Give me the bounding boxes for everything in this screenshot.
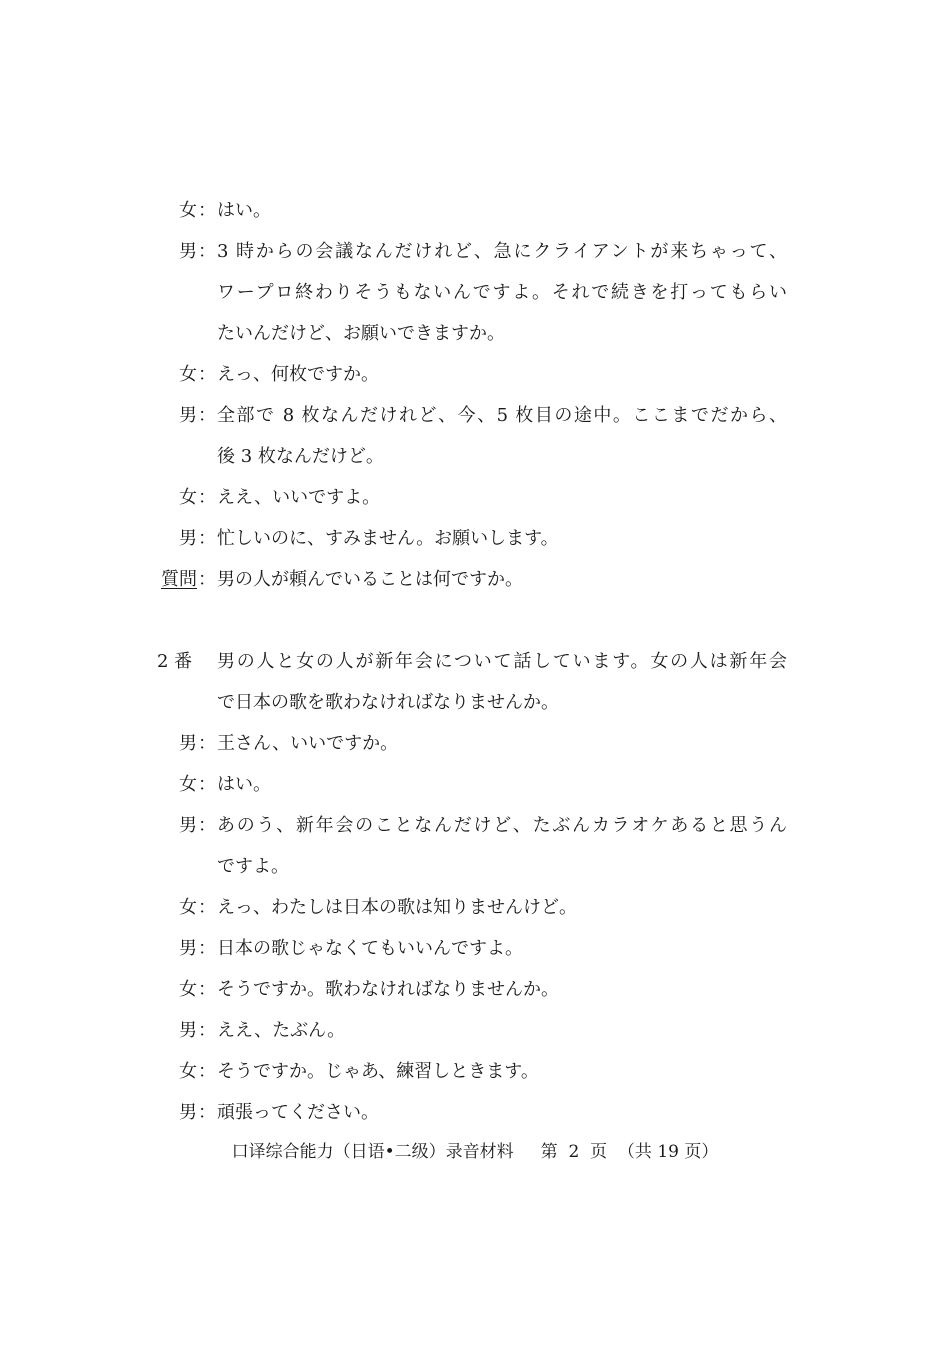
dialogue-line xyxy=(0,559,950,600)
speaker-colon: ： xyxy=(198,528,216,549)
dialogue-line xyxy=(0,190,950,231)
dialogue-continuation xyxy=(0,313,950,354)
dialogue-line xyxy=(0,518,950,559)
dialogue-text: ですよ。 xyxy=(217,856,289,877)
dialogue-text: 男の人が頼んでいることは何ですか。 xyxy=(217,569,523,590)
dialogue-text: えっ、何枚ですか。 xyxy=(217,364,379,385)
question-number: 2 番 xyxy=(157,651,193,672)
speaker-colon: ： xyxy=(198,815,216,836)
transcript-body xyxy=(0,190,950,1133)
dialogue-line xyxy=(0,395,950,436)
speaker-colon: ： xyxy=(198,938,216,959)
question-header xyxy=(0,641,950,682)
speaker-label: 男 xyxy=(179,405,197,426)
dialogue-text: 全部で 8 枚なんだけれど、今、5 枚目の途中。ここまでだから、 xyxy=(217,405,787,426)
speaker-colon: ： xyxy=(198,569,216,590)
dialogue-text: そうですか。じゃあ、練習しときます。 xyxy=(217,1061,539,1082)
dialogue-line xyxy=(0,928,950,969)
dialogue-continuation xyxy=(0,272,950,313)
dialogue-text: はい。 xyxy=(217,774,271,795)
page-footer: 口译综合能力（日语•二级）录音材料 第 2 页 （共 19 页） xyxy=(231,1142,719,1162)
speaker-label: 女 xyxy=(179,979,197,1000)
dialogue-text: たいんだけど、お願いできますか。 xyxy=(217,323,505,344)
speaker-colon: ： xyxy=(198,364,216,385)
dialogue-line xyxy=(0,1051,950,1092)
speaker-colon: ： xyxy=(198,200,216,221)
dialogue-line xyxy=(0,887,950,928)
speaker-label: 男 xyxy=(179,815,197,836)
dialogue-text: ええ、たぶん。 xyxy=(217,1020,346,1041)
dialogue-text: 王さん、いいですか。 xyxy=(217,733,399,754)
dialogue-line xyxy=(0,723,950,764)
speaker-label: 女 xyxy=(179,487,197,508)
speaker-label: 女 xyxy=(179,200,197,221)
dialogue-text: ワープロ終わりそうもないんですよ。それで続きを打ってもらい xyxy=(217,282,787,303)
dialogue-line xyxy=(0,1092,950,1133)
speaker-colon: ： xyxy=(198,897,216,918)
dialogue-text: ええ、いいですよ。 xyxy=(217,487,381,508)
dialogue-line xyxy=(0,764,950,805)
speaker-label: 女 xyxy=(179,364,197,385)
speaker-colon: ： xyxy=(198,487,216,508)
speaker-label: 男 xyxy=(179,528,197,549)
speaker-label: 女 xyxy=(179,1061,197,1082)
dialogue-line xyxy=(0,477,950,518)
speaker-label: 男 xyxy=(179,733,197,754)
speaker-label: 男 xyxy=(179,241,197,262)
dialogue-line xyxy=(0,231,950,272)
speaker-colon: ： xyxy=(198,979,216,1000)
dialogue-text: あのう、新年会のことなんだけど、たぶんカラオケあると思うん xyxy=(217,815,787,836)
dialogue-text: はい。 xyxy=(217,200,271,221)
speaker-label: 女 xyxy=(179,774,197,795)
dialogue-text: えっ、わたしは日本の歌は知りませんけど。 xyxy=(217,897,577,918)
speaker-label: 女 xyxy=(179,897,197,918)
speaker-colon: ： xyxy=(198,1102,216,1123)
dialogue-line xyxy=(0,354,950,395)
speaker-colon: ： xyxy=(198,733,216,754)
dialogue-text: 3 時からの会議なんだけれど、急にクライアントが来ちゃって、 xyxy=(217,241,787,262)
dialogue-text: 日本の歌じゃなくてもいいんですよ。 xyxy=(217,938,523,959)
speaker-label: 男 xyxy=(179,1102,197,1123)
dialogue-continuation xyxy=(0,436,950,477)
dialogue-text: そうですか。歌わなければなりませんか。 xyxy=(217,979,559,1000)
question-intro: 男の人と女の人が新年会について話しています。女の人は新年会 xyxy=(217,651,787,672)
dialogue-continuation xyxy=(0,682,950,723)
dialogue-text: で日本の歌を歌わなければなりませんか。 xyxy=(217,692,559,713)
speaker-colon: ： xyxy=(198,241,216,262)
speaker-colon: ： xyxy=(198,405,216,426)
dialogue-line xyxy=(0,969,950,1010)
dialogue-line xyxy=(0,805,950,846)
dialogue-line xyxy=(0,1010,950,1051)
dialogue-text: 頑張ってください。 xyxy=(217,1102,379,1123)
speaker-label: 男 xyxy=(179,938,197,959)
speaker-label: 男 xyxy=(179,1020,197,1041)
question-label: 質問 xyxy=(161,569,197,590)
speaker-colon: ： xyxy=(198,1061,216,1082)
speaker-colon: ： xyxy=(198,774,216,795)
dialogue-text: 忙しいのに、すみません。お願いします。 xyxy=(217,528,559,549)
dialogue-continuation xyxy=(0,846,950,887)
speaker-colon: ： xyxy=(198,1020,216,1041)
dialogue-text: 後 3 枚なんだけど。 xyxy=(217,446,384,467)
